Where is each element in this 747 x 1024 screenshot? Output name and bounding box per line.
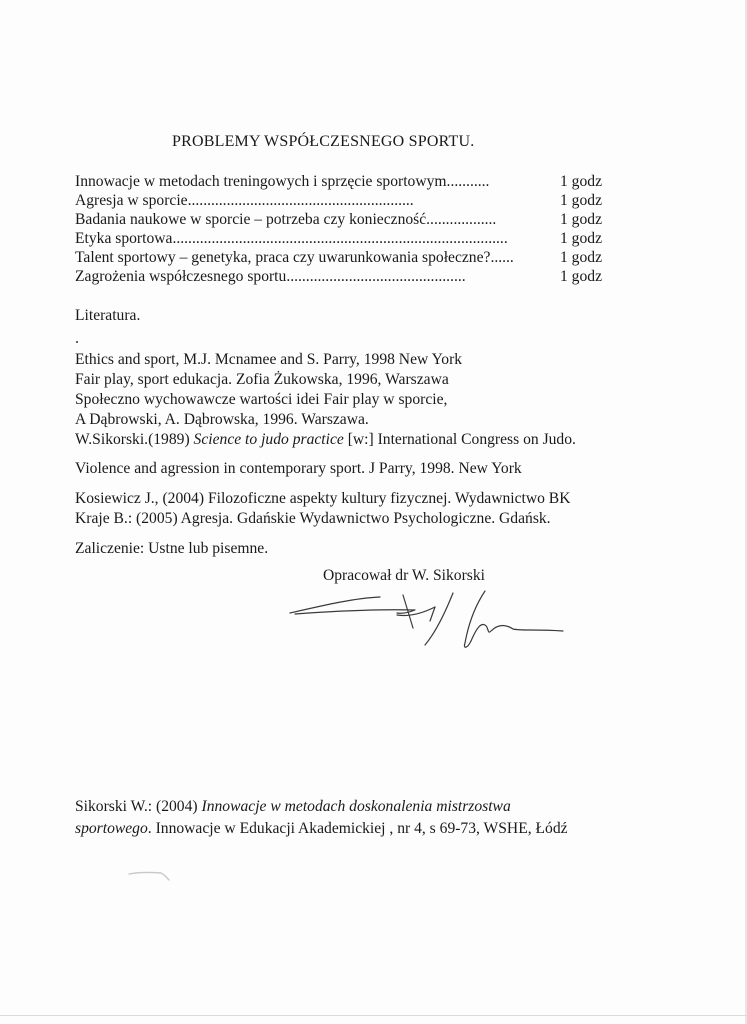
literature-entry: Ethics and sport, M.J. Mcnamee and S. Parry, 1998 New York: [75, 351, 463, 368]
topic-leader: ..............................................: [286, 268, 466, 285]
footer-reference-line2: [75, 818, 568, 840]
stray-dot: [76, 341, 78, 343]
literature-entry-sikorski-1989: [75, 430, 576, 449]
prepared-by: Opracował dr W. Sikorski: [323, 567, 485, 584]
entry-suffix: [w:] International Congress on Judo.: [343, 431, 576, 448]
handwritten-signature: [285, 583, 570, 658]
topic-row: [75, 210, 602, 229]
topic-row: [75, 267, 602, 286]
topic-row: [75, 229, 602, 248]
topic-hours: 1 godz: [559, 173, 602, 190]
literature-heading: Literatura.: [75, 307, 141, 324]
topic-leader: ......................................................................................: [172, 230, 508, 247]
literature-entry-kraje: Kraje B.: (2005) Agresja. Gdańskie Wydawnictwo Psychologiczne. Gdańsk.: [75, 510, 551, 527]
page-bottom-edge: [0, 1015, 747, 1016]
topic-hours: 1 godz: [559, 192, 602, 209]
literature-entry: Fair play, sport edukacja. Zofia Żukowska, 1996, Warszawa: [75, 371, 449, 388]
topic-hours: 1 godz: [559, 211, 602, 228]
document-title: PROBLEMY WSPÓŁCZESNEGO SPORTU.: [172, 133, 475, 150]
literature-entry-violence: Violence and agression in contemporary sport. J Parry, 1998. New York: [75, 460, 522, 477]
topic-label: Talent sportowy – genetyka, praca czy uwarunkowania społeczne?: [75, 249, 491, 266]
footer-reference-line1: [75, 796, 511, 818]
entry-prefix: W.Sikorski.(1989): [75, 431, 194, 448]
topic-label: Etyka sportowa: [75, 230, 173, 247]
entry-title: Science to judo practice: [193, 431, 344, 448]
topic-leader: ..................: [426, 211, 497, 228]
topic-label: Agresja w sporcie: [75, 192, 188, 209]
topic-label: Badania naukowe w sporcie – potrzeba czy konieczność: [75, 211, 427, 228]
ink-smudge: [127, 866, 172, 882]
topic-row: [75, 248, 602, 267]
footer-ref-suffix: . Innowacje w Edukacji Akademickiej , nr 4, s 69-73, WSHE, Łódź: [147, 820, 568, 837]
footer-ref-prefix: Sikorski W.: (2004): [75, 798, 202, 815]
footer-ref-title: Innowacje w metodach doskonalenia mistrzostwa: [201, 798, 511, 815]
topic-hours: 1 godz: [559, 268, 602, 285]
assessment-note: Zaliczenie: Ustne lub pisemne.: [75, 540, 269, 557]
footer-ref-title-cont: sportowego: [75, 820, 148, 837]
topic-row: [75, 191, 602, 210]
topic-leader: ...........: [446, 173, 490, 190]
topic-row: [75, 172, 602, 191]
literature-entry: A Dąbrowski, A. Dąbrowska, 1996. Warszawa.: [75, 411, 369, 428]
literature-entry: Społeczno wychowawcze wartości idei Fair play w sporcie,: [75, 391, 448, 408]
topic-leader: ......: [490, 249, 514, 266]
topic-leader: ..........................................................: [187, 192, 414, 209]
literature-entry-kosiewicz: Kosiewicz J., (2004) Filozoficzne aspekty kultury fizycznej. Wydawnictwo BK: [75, 490, 571, 507]
topic-hours: 1 godz: [559, 230, 602, 247]
topic-label: Zagrożenia współczesnego sportu: [75, 268, 287, 285]
topic-hours: 1 godz: [559, 249, 602, 266]
topic-label: Innowacje w metodach treningowych i sprzęcie sportowym: [75, 173, 447, 190]
